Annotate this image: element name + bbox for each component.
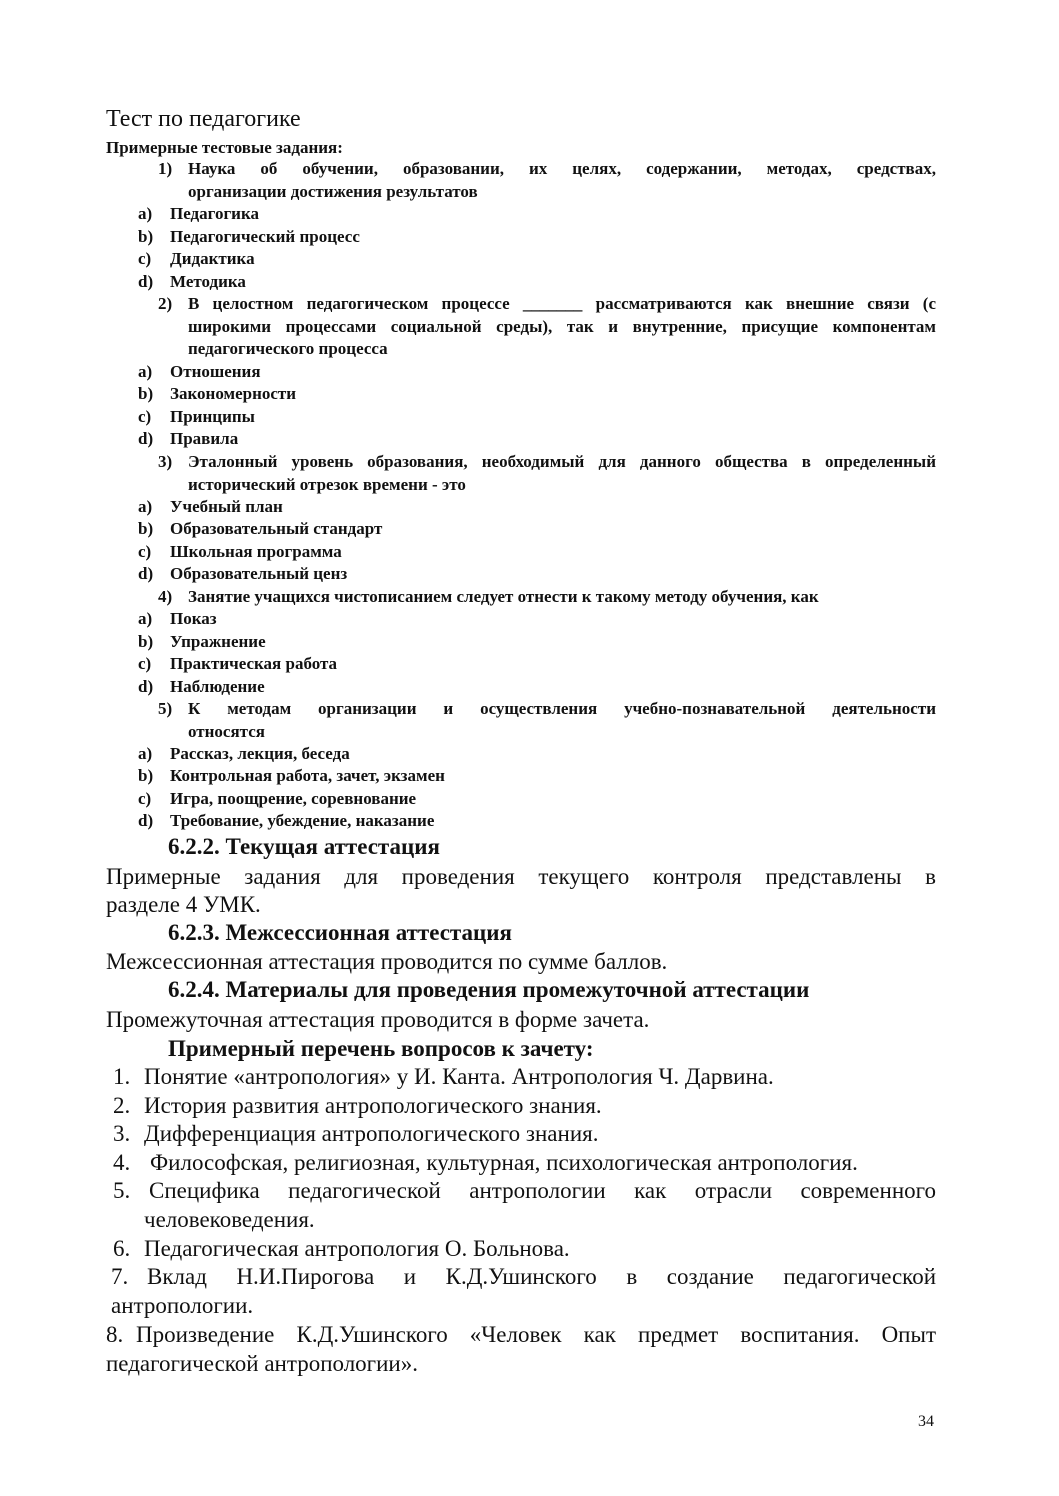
section-heading-623: 6.2.3. Межсессионная аттестация bbox=[168, 920, 512, 945]
exam-question-text: Произведение К.Д.Ушинского «Человек как предмет воспитания. Опыт bbox=[136, 1322, 936, 1347]
question-text-line: организации достижения результатов bbox=[188, 181, 478, 201]
answer-option bbox=[138, 496, 283, 519]
option-text: Педагогический процесс bbox=[170, 227, 360, 246]
option-letter: a) bbox=[138, 497, 153, 516]
answer-option bbox=[138, 203, 259, 226]
exam-question-number: 8. bbox=[106, 1322, 124, 1347]
option-text: Отношения bbox=[170, 362, 261, 381]
exam-question-text: антропологии. bbox=[111, 1293, 254, 1318]
option-letter: a) bbox=[138, 204, 153, 223]
exam-question-text: Понятие «антропология» у И. Канта. Антропология Ч. Дарвина. bbox=[144, 1064, 774, 1089]
answer-option bbox=[138, 563, 347, 586]
exam-question-number: 1. bbox=[113, 1064, 131, 1089]
exam-question-text: человековедения. bbox=[144, 1207, 315, 1232]
option-letter: c) bbox=[138, 542, 152, 561]
exam-question-number: 2. bbox=[113, 1093, 131, 1118]
answer-option bbox=[138, 226, 360, 249]
option-letter: d) bbox=[138, 564, 154, 583]
option-text: Методика bbox=[170, 272, 246, 291]
question-number: 3) bbox=[158, 452, 173, 471]
answer-option bbox=[138, 248, 255, 271]
option-text: Наблюдение bbox=[170, 677, 265, 696]
section-heading-622: 6.2.2. Текущая аттестация bbox=[168, 834, 440, 859]
answer-option bbox=[138, 428, 238, 451]
page-number: 34 bbox=[918, 1413, 934, 1430]
section-heading-624: 6.2.4. Материалы для проведения промежуточной аттестации bbox=[168, 977, 810, 1002]
paragraph-line: разделе 4 УМК. bbox=[106, 892, 261, 917]
question-number: 2) bbox=[158, 294, 173, 313]
option-letter: c) bbox=[138, 249, 152, 268]
question-number: 5) bbox=[158, 699, 173, 718]
section-624-text: Промежуточная аттестация проводится в форме зачета. bbox=[106, 1007, 650, 1032]
option-letter: c) bbox=[138, 407, 152, 426]
answer-option bbox=[138, 541, 342, 564]
option-text: Образовательный ценз bbox=[170, 564, 348, 583]
answer-option bbox=[138, 810, 434, 833]
exam-question-text: Вклад Н.И.Пирогова и К.Д.Ушинского в создание педагогической bbox=[147, 1264, 936, 1289]
question-text-line: К методам организации и осуществления учебно-познавательной деятельности bbox=[188, 699, 936, 718]
answer-option bbox=[138, 765, 445, 788]
option-text: Рассказ, лекция, беседа bbox=[170, 744, 350, 763]
exam-question-number: 5. bbox=[113, 1178, 131, 1203]
answer-option bbox=[138, 271, 246, 294]
option-text: Практическая работа bbox=[170, 654, 338, 673]
exam-question-number: 4. bbox=[113, 1150, 131, 1175]
option-letter: b) bbox=[138, 632, 154, 651]
answer-option bbox=[138, 406, 255, 429]
option-text: Школьная программа bbox=[170, 542, 342, 561]
exam-question-text: Дифференциация антропологического знания. bbox=[144, 1121, 599, 1146]
option-letter: a) bbox=[138, 609, 153, 628]
option-text: Упражнение bbox=[170, 632, 266, 651]
option-text: Игра, поощрение, соревнование bbox=[170, 789, 417, 808]
option-letter: d) bbox=[138, 677, 154, 696]
exam-question-number: 7. bbox=[111, 1264, 129, 1289]
section-622-text bbox=[106, 863, 936, 919]
question-number: 4) bbox=[158, 587, 173, 606]
exam-question-text: Специфика педагогической антропологии как отрасли современного bbox=[149, 1178, 936, 1203]
option-letter: b) bbox=[138, 766, 154, 785]
answer-option bbox=[138, 653, 337, 676]
question-text-line: исторический отрезок времени - это bbox=[188, 474, 466, 494]
exam-question-text: педагогической антропологии». bbox=[106, 1351, 418, 1376]
answer-option bbox=[138, 676, 265, 699]
exam-questions-heading: Примерный перечень вопросов к зачету: bbox=[168, 1036, 594, 1061]
answer-option bbox=[138, 743, 350, 766]
option-text: Показ bbox=[170, 609, 217, 628]
exam-question-number: 3. bbox=[113, 1121, 131, 1146]
option-text: Дидактика bbox=[170, 249, 255, 268]
exam-question-text: История развития антропологического знания. bbox=[144, 1093, 602, 1118]
option-text: Закономерности bbox=[170, 384, 297, 403]
option-text: Правила bbox=[170, 429, 239, 448]
question-text-line: В целостном педагогическом процессе _______ рассматриваются как внешние связи (с bbox=[188, 294, 936, 313]
option-letter: d) bbox=[138, 811, 154, 830]
option-letter: b) bbox=[138, 519, 154, 538]
option-letter: a) bbox=[138, 362, 153, 381]
option-text: Требование, убеждение, наказание bbox=[170, 811, 435, 830]
question-text-line: Занятие учащихся чистописанием следует отнести к такому методу обучения, как bbox=[188, 587, 819, 606]
question-text-line: относятся bbox=[188, 721, 265, 741]
answer-option bbox=[138, 631, 266, 654]
question-text-line: педагогического процесса bbox=[188, 339, 388, 358]
option-letter: b) bbox=[138, 227, 154, 246]
option-letter: c) bbox=[138, 789, 152, 808]
tests-heading: Примерные тестовые задания: bbox=[106, 138, 343, 157]
answer-option bbox=[138, 361, 261, 384]
paragraph-line: Примерные задания для проведения текущего контроля представлены в bbox=[106, 864, 936, 889]
option-letter: c) bbox=[138, 654, 152, 673]
option-text: Контрольная работа, зачет, экзамен bbox=[170, 766, 445, 785]
option-text: Педагогика bbox=[170, 204, 259, 223]
option-letter: d) bbox=[138, 272, 154, 291]
option-text: Учебный план bbox=[170, 497, 283, 516]
option-letter: d) bbox=[138, 429, 154, 448]
exam-question-text: Философская, религиозная, культурная, психологическая антропология. bbox=[150, 1150, 858, 1175]
answer-option bbox=[138, 383, 296, 406]
answer-option bbox=[138, 608, 217, 631]
question-text-line: широкими процессами социальной среды), так и внутренние, присущие компонентам bbox=[188, 316, 936, 336]
document-title: Тест по педагогике bbox=[106, 106, 301, 132]
section-623-text: Межсессионная аттестация проводится по сумме баллов. bbox=[106, 949, 668, 974]
option-letter: a) bbox=[138, 744, 153, 763]
answer-option bbox=[138, 788, 416, 811]
answer-option bbox=[138, 518, 382, 541]
question-text-line: Наука об обучении, образовании, их целях, содержании, методах, средствах, bbox=[188, 159, 936, 178]
exam-question-text: Педагогическая антропология О. Больнова. bbox=[144, 1236, 570, 1261]
question-number: 1) bbox=[158, 159, 173, 178]
option-letter: b) bbox=[138, 384, 154, 403]
exam-question-number: 6. bbox=[113, 1236, 131, 1261]
option-text: Образовательный стандарт bbox=[170, 519, 383, 538]
option-text: Принципы bbox=[170, 407, 255, 426]
question-text-line: Эталонный уровень образования, необходимый для данного общества в определенный bbox=[188, 452, 936, 471]
